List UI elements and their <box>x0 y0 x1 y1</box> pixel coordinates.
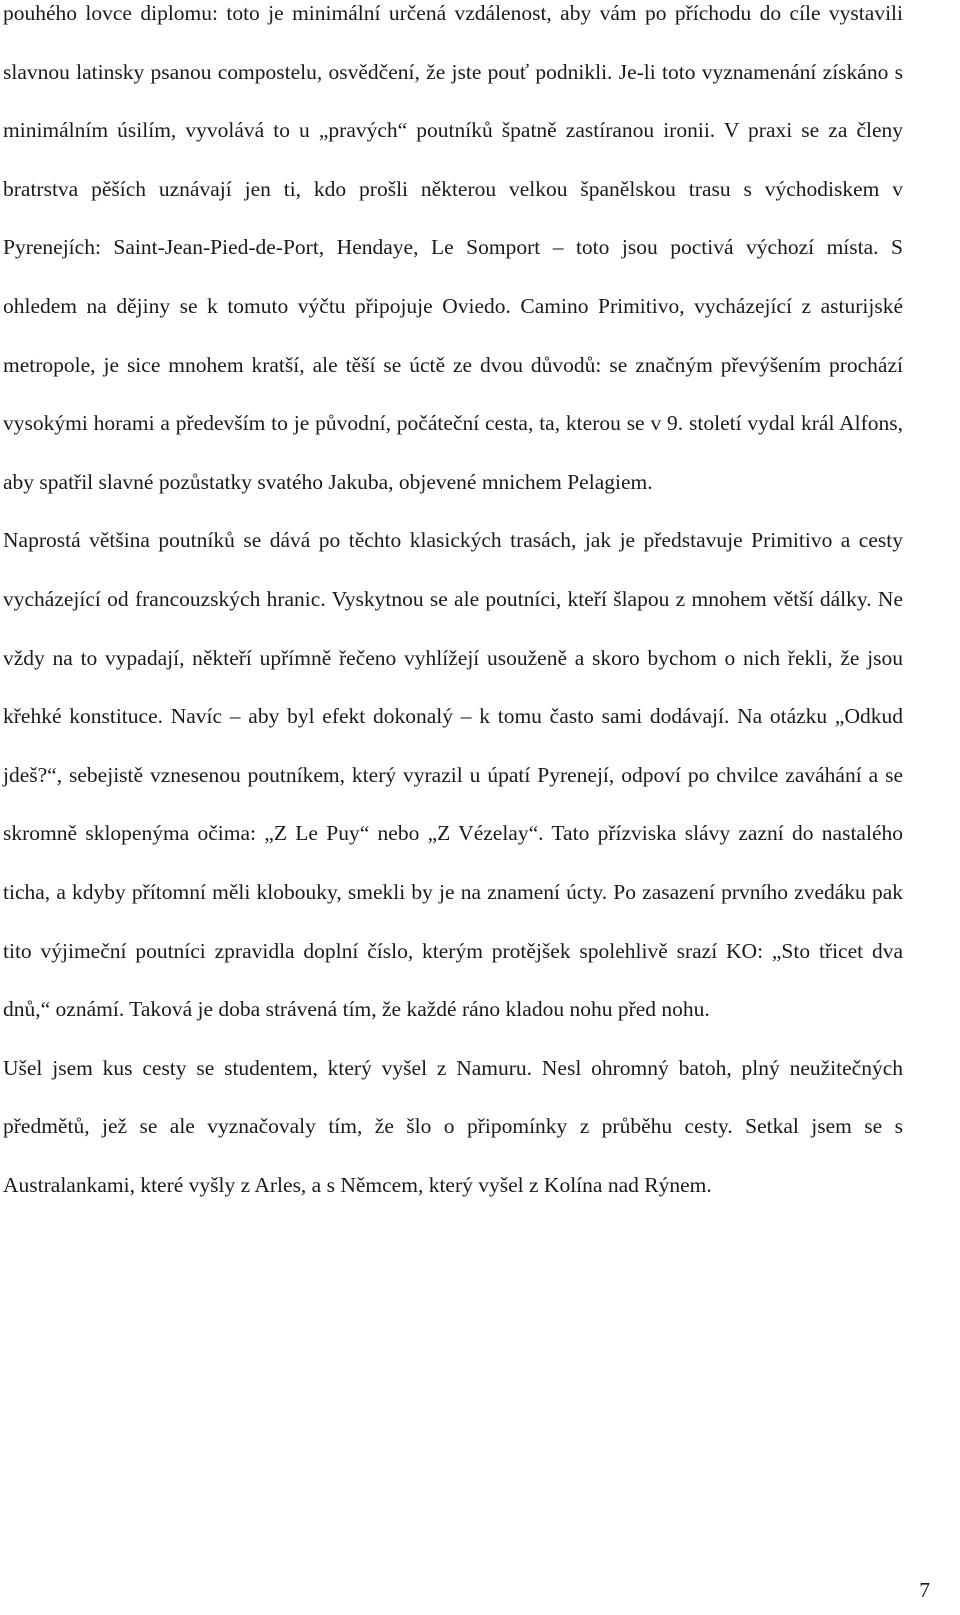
paragraph-1: pouhého lovce diplomu: toto je minimální určená vzdálenost, aby vám po příchodu do cíle vystavili slavnou latinsky psanou compostelu, osvědčení, že jste pouť podnikli. Je-li toto vyznamenání získáno s minimálním úsilím, vyvolává to u „pravých“ poutníků špatně zastíranou ironii. V praxi se za členy bratrstva pěších uznávají jen ti, kdo prošli některou velkou španělskou trasu s východiskem v Pyrenejích: Saint-Jean-Pied-de-Port, Hendaye, Le Somport – toto jsou poctivá výchozí místa. S ohledem na dějiny se k tomuto výčtu připojuje Oviedo. Camino Primitivo, vycházející z asturijské metropole, je sice mnohem kratší, ale těší se úctě ze dvou důvodů: se značným převýšením prochází vysokými horami a především to je původní, počáteční cesta, ta, kterou se v 9. století vydal král Alfons, aby spatřil slavné pozůstatky svatého Jakuba, objevené mnichem Pelagiem. <box>3 1 903 494</box>
page-number: 7 <box>919 1578 930 1602</box>
document-body <box>3 0 903 1214</box>
paragraph-2: Naprostá většina poutníků se dává po těchto klasických trasách, jak je představuje Primitivo a cesty vycházející od francouzských hranic. Vyskytnou se ale poutníci, kteří šlapou z mnohem větší dálky. Ne vždy na to vypadají, někteří upřímně řečeno vyhlížejí usouženě a skoro bychom o nich řekli, že jsou křehké konstituce. Navíc – aby byl efekt dokonalý – k tomu často sami dodávají. Na otázku „Odkud jdeš?“, sebejistě vznesenou poutníkem, který vyrazil u úpatí Pyrenejí, odpoví po chvilce zaváhání a se skromně sklopenýma očima: „Z Le Puy“ nebo „Z Vézelay“. Tato přízviska slávy zazní do nastalého ticha, a kdyby přítomní měli klobouky, smekli by je na znamení úcty. Po zasazení prvního zvedáku pak tito výjimeční poutníci zpravidla doplní číslo, kterým protějšek spolehlivě srazí KO: „Sto třicet dva dnů,“ oznámí. Taková je doba strávená tím, že každé ráno kladou nohu před nohu. <box>3 528 903 1022</box>
paragraph-3: Ušel jsem kus cesty se studentem, který vyšel z Namuru. Nesl ohromný batoh, plný neužitečných předmětů, jež se ale vyznačovaly tím, že šlo o připomínky z průběhu cesty. Setkal jsem se s Australankami, které vyšly z Arles, a s Němcem, který vyšel z Kolína nad Rýnem. <box>3 1055 903 1197</box>
